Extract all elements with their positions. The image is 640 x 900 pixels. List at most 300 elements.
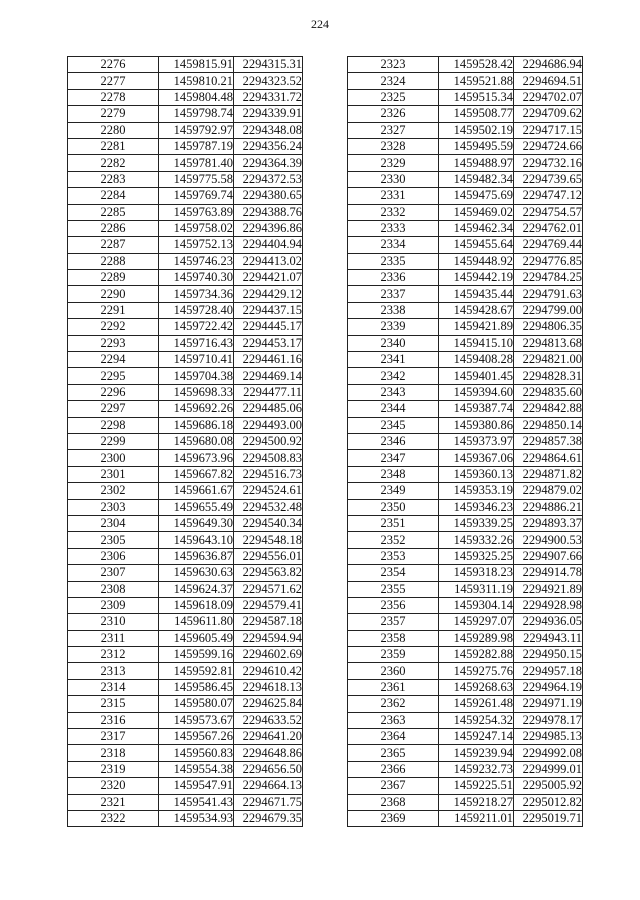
x-coordinate-cell: 1459508.77 [439, 106, 514, 122]
point-number-cell: 2282 [68, 155, 159, 171]
y-coordinate-cell: 2295005.92 [514, 778, 583, 794]
x-coordinate-cell: 1459394.60 [439, 384, 514, 400]
table-row [348, 548, 583, 564]
point-number-cell: 2278 [68, 89, 159, 105]
point-number-cell: 2291 [68, 302, 159, 318]
y-coordinate-cell: 2294842.88 [514, 401, 583, 417]
point-number-cell: 2346 [348, 433, 439, 449]
point-number-cell: 2285 [68, 204, 159, 220]
table-row [68, 647, 303, 663]
x-coordinate-cell: 1459704.38 [159, 368, 234, 384]
y-coordinate-cell: 2294754.57 [514, 204, 583, 220]
point-number-cell: 2333 [348, 220, 439, 236]
x-coordinate-cell: 1459599.16 [159, 647, 234, 663]
table-row [68, 679, 303, 695]
point-number-cell: 2286 [68, 220, 159, 236]
point-number-cell: 2287 [68, 237, 159, 253]
table-row [68, 286, 303, 302]
x-coordinate-cell: 1459775.58 [159, 171, 234, 187]
y-coordinate-cell: 2294717.15 [514, 122, 583, 138]
y-coordinate-cell: 2294806.35 [514, 319, 583, 335]
point-number-cell: 2336 [348, 270, 439, 286]
y-coordinate-cell: 2294857.38 [514, 433, 583, 449]
y-coordinate-cell: 2294453.17 [234, 335, 303, 351]
point-number-cell: 2320 [68, 778, 159, 794]
table-row [68, 302, 303, 318]
y-coordinate-cell: 2295012.82 [514, 794, 583, 810]
x-coordinate-cell: 1459661.67 [159, 483, 234, 499]
x-coordinate-cell: 1459261.48 [439, 696, 514, 712]
table-row [68, 597, 303, 613]
point-number-cell: 2290 [68, 286, 159, 302]
y-coordinate-cell: 2294493.00 [234, 417, 303, 433]
y-coordinate-cell: 2294971.19 [514, 696, 583, 712]
x-coordinate-cell: 1459367.06 [439, 450, 514, 466]
x-coordinate-cell: 1459428.67 [439, 302, 514, 318]
table-row [348, 188, 583, 204]
point-number-cell: 2363 [348, 712, 439, 728]
x-coordinate-cell: 1459567.26 [159, 729, 234, 745]
x-coordinate-cell: 1459649.30 [159, 515, 234, 531]
point-number-cell: 2304 [68, 515, 159, 531]
point-number-cell: 2327 [348, 122, 439, 138]
point-number-cell: 2303 [68, 499, 159, 515]
x-coordinate-cell: 1459268.63 [439, 679, 514, 695]
x-coordinate-cell: 1459401.45 [439, 368, 514, 384]
y-coordinate-cell: 2294694.51 [514, 73, 583, 89]
y-coordinate-cell: 2294784.25 [514, 270, 583, 286]
coordinates-table-right-body [348, 57, 583, 827]
point-number-cell: 2309 [68, 597, 159, 613]
x-coordinate-cell: 1459592.81 [159, 663, 234, 679]
point-number-cell: 2288 [68, 253, 159, 269]
table-row [348, 384, 583, 400]
point-number-cell: 2330 [348, 171, 439, 187]
x-coordinate-cell: 1459373.97 [439, 433, 514, 449]
table-row [68, 417, 303, 433]
y-coordinate-cell: 2294641.20 [234, 729, 303, 745]
y-coordinate-cell: 2294396.86 [234, 220, 303, 236]
table-row [348, 204, 583, 220]
y-coordinate-cell: 2294364.39 [234, 155, 303, 171]
point-number-cell: 2326 [348, 106, 439, 122]
y-coordinate-cell: 2294532.48 [234, 499, 303, 515]
table-row [68, 499, 303, 515]
point-number-cell: 2331 [348, 188, 439, 204]
table-row [348, 270, 583, 286]
x-coordinate-cell: 1459573.67 [159, 712, 234, 728]
table-row [68, 729, 303, 745]
point-number-cell: 2338 [348, 302, 439, 318]
coordinates-table-right [347, 56, 583, 827]
y-coordinate-cell: 2294563.82 [234, 565, 303, 581]
point-number-cell: 2299 [68, 433, 159, 449]
point-number-cell: 2276 [68, 57, 159, 73]
y-coordinate-cell: 2294679.35 [234, 810, 303, 826]
y-coordinate-cell: 2294747.12 [514, 188, 583, 204]
x-coordinate-cell: 1459769.74 [159, 188, 234, 204]
x-coordinate-cell: 1459763.89 [159, 204, 234, 220]
table-row [68, 450, 303, 466]
y-coordinate-cell: 2294461.16 [234, 352, 303, 368]
y-coordinate-cell: 2294813.68 [514, 335, 583, 351]
point-number-cell: 2369 [348, 810, 439, 826]
x-coordinate-cell: 1459534.93 [159, 810, 234, 826]
table-row [68, 466, 303, 482]
x-coordinate-cell: 1459815.91 [159, 57, 234, 73]
point-number-cell: 2313 [68, 663, 159, 679]
point-number-cell: 2329 [348, 155, 439, 171]
point-number-cell: 2360 [348, 663, 439, 679]
x-coordinate-cell: 1459232.73 [439, 761, 514, 777]
table-row [348, 89, 583, 105]
y-coordinate-cell: 2294413.02 [234, 253, 303, 269]
y-coordinate-cell: 2294879.02 [514, 483, 583, 499]
point-number-cell: 2295 [68, 368, 159, 384]
y-coordinate-cell: 2294769.44 [514, 237, 583, 253]
point-number-cell: 2312 [68, 647, 159, 663]
x-coordinate-cell: 1459716.43 [159, 335, 234, 351]
point-number-cell: 2325 [348, 89, 439, 105]
y-coordinate-cell: 2294579.41 [234, 597, 303, 613]
point-number-cell: 2317 [68, 729, 159, 745]
table-row [348, 450, 583, 466]
table-row [68, 335, 303, 351]
table-row [68, 794, 303, 810]
y-coordinate-cell: 2294429.12 [234, 286, 303, 302]
point-number-cell: 2354 [348, 565, 439, 581]
point-number-cell: 2343 [348, 384, 439, 400]
point-number-cell: 2337 [348, 286, 439, 302]
point-number-cell: 2353 [348, 548, 439, 564]
y-coordinate-cell: 2294388.76 [234, 204, 303, 220]
y-coordinate-cell: 2294950.15 [514, 647, 583, 663]
table-row [348, 663, 583, 679]
table-row [348, 302, 583, 318]
x-coordinate-cell: 1459469.02 [439, 204, 514, 220]
table-row [348, 171, 583, 187]
x-coordinate-cell: 1459734.36 [159, 286, 234, 302]
y-coordinate-cell: 2294508.83 [234, 450, 303, 466]
table-row [348, 319, 583, 335]
table-row [68, 778, 303, 794]
point-number-cell: 2366 [348, 761, 439, 777]
y-coordinate-cell: 2294656.50 [234, 761, 303, 777]
point-number-cell: 2308 [68, 581, 159, 597]
x-coordinate-cell: 1459247.14 [439, 729, 514, 745]
y-coordinate-cell: 2294348.08 [234, 122, 303, 138]
table-row [68, 565, 303, 581]
x-coordinate-cell: 1459346.23 [439, 499, 514, 515]
table-row [348, 794, 583, 810]
table-row [68, 532, 303, 548]
y-coordinate-cell: 2294821.00 [514, 352, 583, 368]
y-coordinate-cell: 2294587.18 [234, 614, 303, 630]
x-coordinate-cell: 1459655.49 [159, 499, 234, 515]
y-coordinate-cell: 2294664.13 [234, 778, 303, 794]
point-number-cell: 2292 [68, 319, 159, 335]
y-coordinate-cell: 2294625.84 [234, 696, 303, 712]
point-number-cell: 2347 [348, 450, 439, 466]
point-number-cell: 2305 [68, 532, 159, 548]
table-row [348, 515, 583, 531]
table-row [68, 204, 303, 220]
point-number-cell: 2323 [348, 57, 439, 73]
table-row [68, 122, 303, 138]
x-coordinate-cell: 1459798.74 [159, 106, 234, 122]
table-row [68, 401, 303, 417]
point-number-cell: 2335 [348, 253, 439, 269]
x-coordinate-cell: 1459740.30 [159, 270, 234, 286]
x-coordinate-cell: 1459353.19 [439, 483, 514, 499]
table-row [348, 483, 583, 499]
point-number-cell: 2279 [68, 106, 159, 122]
point-number-cell: 2339 [348, 319, 439, 335]
y-coordinate-cell: 2294323.52 [234, 73, 303, 89]
x-coordinate-cell: 1459686.18 [159, 417, 234, 433]
x-coordinate-cell: 1459488.97 [439, 155, 514, 171]
table-row [348, 73, 583, 89]
table-row [68, 188, 303, 204]
point-number-cell: 2350 [348, 499, 439, 515]
x-coordinate-cell: 1459254.32 [439, 712, 514, 728]
x-coordinate-cell: 1459605.49 [159, 630, 234, 646]
y-coordinate-cell: 2294380.65 [234, 188, 303, 204]
table-row [348, 581, 583, 597]
table-row [348, 57, 583, 73]
y-coordinate-cell: 2294648.86 [234, 745, 303, 761]
y-coordinate-cell: 2294571.62 [234, 581, 303, 597]
y-coordinate-cell: 2294686.94 [514, 57, 583, 73]
point-number-cell: 2364 [348, 729, 439, 745]
point-number-cell: 2356 [348, 597, 439, 613]
x-coordinate-cell: 1459521.88 [439, 73, 514, 89]
x-coordinate-cell: 1459643.10 [159, 532, 234, 548]
y-coordinate-cell: 2294709.62 [514, 106, 583, 122]
table-row [68, 696, 303, 712]
x-coordinate-cell: 1459380.86 [439, 417, 514, 433]
x-coordinate-cell: 1459692.26 [159, 401, 234, 417]
point-number-cell: 2324 [348, 73, 439, 89]
x-coordinate-cell: 1459636.87 [159, 548, 234, 564]
y-coordinate-cell: 2294724.66 [514, 138, 583, 154]
point-number-cell: 2316 [68, 712, 159, 728]
point-number-cell: 2281 [68, 138, 159, 154]
table-row [348, 466, 583, 482]
point-number-cell: 2293 [68, 335, 159, 351]
table-row [68, 712, 303, 728]
y-coordinate-cell: 2294835.60 [514, 384, 583, 400]
table-row [348, 106, 583, 122]
table-row [348, 761, 583, 777]
y-coordinate-cell: 2294999.01 [514, 761, 583, 777]
point-number-cell: 2297 [68, 401, 159, 417]
table-row [68, 663, 303, 679]
x-coordinate-cell: 1459781.40 [159, 155, 234, 171]
x-coordinate-cell: 1459758.02 [159, 220, 234, 236]
x-coordinate-cell: 1459541.43 [159, 794, 234, 810]
point-number-cell: 2300 [68, 450, 159, 466]
point-number-cell: 2319 [68, 761, 159, 777]
table-row [348, 499, 583, 515]
x-coordinate-cell: 1459495.59 [439, 138, 514, 154]
table-row [348, 729, 583, 745]
table-row [68, 581, 303, 597]
y-coordinate-cell: 2294469.14 [234, 368, 303, 384]
y-coordinate-cell: 2294331.72 [234, 89, 303, 105]
x-coordinate-cell: 1459387.74 [439, 401, 514, 417]
y-coordinate-cell: 2294964.19 [514, 679, 583, 695]
y-coordinate-cell: 2294618.13 [234, 679, 303, 695]
x-coordinate-cell: 1459722.42 [159, 319, 234, 335]
coordinates-table-left-body [68, 57, 303, 827]
x-coordinate-cell: 1459289.98 [439, 630, 514, 646]
x-coordinate-cell: 1459618.09 [159, 597, 234, 613]
x-coordinate-cell: 1459448.92 [439, 253, 514, 269]
table-row [348, 122, 583, 138]
x-coordinate-cell: 1459325.25 [439, 548, 514, 564]
point-number-cell: 2349 [348, 483, 439, 499]
point-number-cell: 2294 [68, 352, 159, 368]
y-coordinate-cell: 2294671.75 [234, 794, 303, 810]
y-coordinate-cell: 2294985.13 [514, 729, 583, 745]
x-coordinate-cell: 1459239.94 [439, 745, 514, 761]
y-coordinate-cell: 2294828.31 [514, 368, 583, 384]
x-coordinate-cell: 1459218.27 [439, 794, 514, 810]
point-number-cell: 2284 [68, 188, 159, 204]
point-number-cell: 2365 [348, 745, 439, 761]
table-row [68, 270, 303, 286]
point-number-cell: 2311 [68, 630, 159, 646]
y-coordinate-cell: 2294524.61 [234, 483, 303, 499]
y-coordinate-cell: 2294799.00 [514, 302, 583, 318]
table-row [348, 220, 583, 236]
table-row [348, 253, 583, 269]
table-row [68, 745, 303, 761]
point-number-cell: 2341 [348, 352, 439, 368]
y-coordinate-cell: 2294871.82 [514, 466, 583, 482]
y-coordinate-cell: 2294548.18 [234, 532, 303, 548]
point-number-cell: 2314 [68, 679, 159, 695]
y-coordinate-cell: 2294864.61 [514, 450, 583, 466]
x-coordinate-cell: 1459673.96 [159, 450, 234, 466]
y-coordinate-cell: 2294943.11 [514, 630, 583, 646]
y-coordinate-cell: 2294702.07 [514, 89, 583, 105]
point-number-cell: 2355 [348, 581, 439, 597]
table-row [348, 138, 583, 154]
x-coordinate-cell: 1459580.07 [159, 696, 234, 712]
point-number-cell: 2301 [68, 466, 159, 482]
y-coordinate-cell: 2294421.07 [234, 270, 303, 286]
x-coordinate-cell: 1459810.21 [159, 73, 234, 89]
y-coordinate-cell: 2294739.65 [514, 171, 583, 187]
x-coordinate-cell: 1459680.08 [159, 433, 234, 449]
point-number-cell: 2352 [348, 532, 439, 548]
table-row [68, 106, 303, 122]
table-row [348, 401, 583, 417]
y-coordinate-cell: 2294850.14 [514, 417, 583, 433]
table-row [68, 155, 303, 171]
y-coordinate-cell: 2294992.08 [514, 745, 583, 761]
y-coordinate-cell: 2294437.15 [234, 302, 303, 318]
x-coordinate-cell: 1459752.13 [159, 237, 234, 253]
point-number-cell: 2280 [68, 122, 159, 138]
table-row [348, 335, 583, 351]
table-row [348, 745, 583, 761]
y-coordinate-cell: 2294762.01 [514, 220, 583, 236]
point-number-cell: 2310 [68, 614, 159, 630]
x-coordinate-cell: 1459360.13 [439, 466, 514, 482]
x-coordinate-cell: 1459560.83 [159, 745, 234, 761]
table-row [348, 352, 583, 368]
point-number-cell: 2283 [68, 171, 159, 187]
point-number-cell: 2345 [348, 417, 439, 433]
x-coordinate-cell: 1459611.80 [159, 614, 234, 630]
table-row [68, 761, 303, 777]
table-row [68, 253, 303, 269]
x-coordinate-cell: 1459624.37 [159, 581, 234, 597]
table-row [68, 368, 303, 384]
table-row [348, 647, 583, 663]
y-coordinate-cell: 2294957.18 [514, 663, 583, 679]
x-coordinate-cell: 1459297.07 [439, 614, 514, 630]
table-row [68, 171, 303, 187]
point-number-cell: 2302 [68, 483, 159, 499]
x-coordinate-cell: 1459667.82 [159, 466, 234, 482]
table-row [348, 597, 583, 613]
point-number-cell: 2318 [68, 745, 159, 761]
x-coordinate-cell: 1459225.51 [439, 778, 514, 794]
y-coordinate-cell: 2294928.98 [514, 597, 583, 613]
point-number-cell: 2368 [348, 794, 439, 810]
table-row [68, 433, 303, 449]
x-coordinate-cell: 1459746.23 [159, 253, 234, 269]
x-coordinate-cell: 1459528.42 [439, 57, 514, 73]
y-coordinate-cell: 2294893.37 [514, 515, 583, 531]
x-coordinate-cell: 1459211.01 [439, 810, 514, 826]
y-coordinate-cell: 2294356.24 [234, 138, 303, 154]
table-row [68, 515, 303, 531]
point-number-cell: 2344 [348, 401, 439, 417]
x-coordinate-cell: 1459275.76 [439, 663, 514, 679]
point-number-cell: 2321 [68, 794, 159, 810]
table-row [68, 319, 303, 335]
table-row [68, 384, 303, 400]
x-coordinate-cell: 1459442.19 [439, 270, 514, 286]
table-row [348, 696, 583, 712]
x-coordinate-cell: 1459339.25 [439, 515, 514, 531]
y-coordinate-cell: 2294602.69 [234, 647, 303, 663]
y-coordinate-cell: 2294776.85 [514, 253, 583, 269]
x-coordinate-cell: 1459304.14 [439, 597, 514, 613]
coordinates-table-left [67, 56, 303, 827]
point-number-cell: 2332 [348, 204, 439, 220]
point-number-cell: 2277 [68, 73, 159, 89]
x-coordinate-cell: 1459311.19 [439, 581, 514, 597]
point-number-cell: 2362 [348, 696, 439, 712]
table-row [348, 778, 583, 794]
x-coordinate-cell: 1459318.23 [439, 565, 514, 581]
y-coordinate-cell: 2294594.94 [234, 630, 303, 646]
table-row [68, 89, 303, 105]
y-coordinate-cell: 2294978.17 [514, 712, 583, 728]
y-coordinate-cell: 2294372.53 [234, 171, 303, 187]
x-coordinate-cell: 1459515.34 [439, 89, 514, 105]
point-number-cell: 2348 [348, 466, 439, 482]
point-number-cell: 2315 [68, 696, 159, 712]
table-row [68, 614, 303, 630]
y-coordinate-cell: 2294886.21 [514, 499, 583, 515]
